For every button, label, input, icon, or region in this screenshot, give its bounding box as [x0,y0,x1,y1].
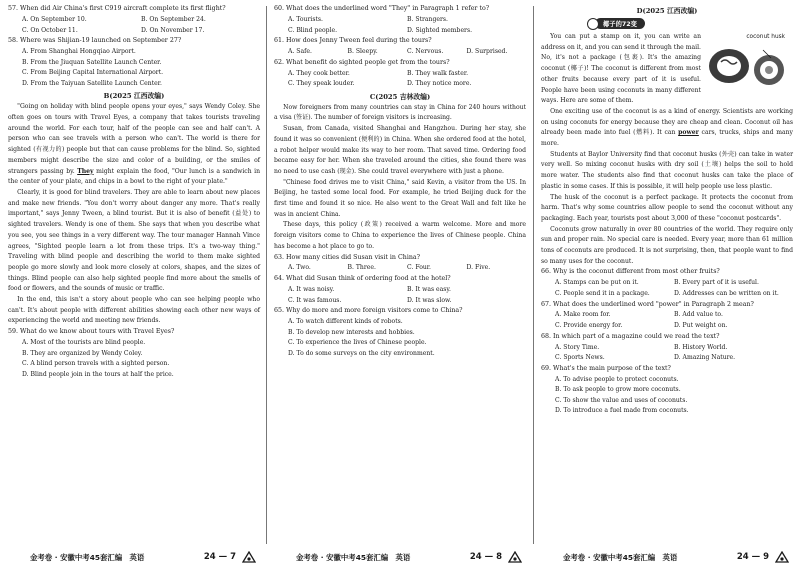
question-57: 57. When did Air China's first C919 aircraft complete its first flight? [8,5,226,12]
page-footer [8,550,260,564]
column-3 [541,4,793,566]
question-69: 69. What's the main purpose of the text? [541,364,671,372]
passage-d-para-1: You can put a stamp on it, you can write an address on it, and you can send it through the mail. No, it's not a package (包裹). It's the amazing coconut (椰子)! The coconut is different from most other fruits because every part of it is useful. People have been using coconuts in many different ways. Here are some of them. [541,33,701,105]
coconut-illustration [705,32,793,90]
option-62b: B. They walk faster. [407,69,469,77]
column-divider [533,6,534,544]
passage-c-para-2: Susan, from Canada, visited Shanghai and Hangzhou. During her stay, she found it was so convenient (便利的) in China. When she ordered food at the hotel, a robot helper would make its way to her room. That saved time. Ordering food became easy for her. When she traveled around the cities, she found there was no need to use cash (现金). She could travel everywhere with just a phone. [274,125,526,175]
option-66a: A. Stamps can be put on it. [555,279,639,287]
option-57b: B. On September 24. [141,15,206,23]
option-66d: D. Addresses can be written on it. [674,289,779,297]
passage-b-para-2: Clearly, it is good for blind travelers. They are able to learn about new places and make new friends. "You don't worry about danger any more. That's really important," says Jenny Tween, a blind tourist. But it is also of benefit (益处) to sighted travelers. Wendy is one of them. She says that when you describe what you see, you see things in a very different way. The tour manager Hannah Vince agrees, "Sighted people learn a lot from these trips. It's a two-way thing." Traveling with blind people and describing the world to them make sighted people go more slowly and look more closely at colors, shapes, and the sizes of things. Blind people can also help sighted people find more about the smells of food or flowers, and the sounds of music or traffic. [8,189,260,293]
banner-dot-icon [587,18,599,30]
option-61d: D. Surprised. [466,48,508,55]
passage-c-para-4: These days, this policy (政策) received a warm welcome. More and more foreign visitors come to China to experience the lives of Chinese people. China has become a hot place to go to. [274,221,526,250]
option-66c: C. People send it in a package. [555,289,650,297]
option-68b: B. History World. [674,343,728,351]
para-text: cars, trucks, ships and many more. [541,129,794,148]
option-67d: D. Put weight on. [674,322,728,330]
option-64c: C. It was famous. [288,296,342,304]
options-63 [274,263,526,274]
underlined-they: They [77,167,94,175]
page-footer [274,550,526,564]
question-62: 62. What benefit do sighted people get from the tours? [274,58,450,66]
underlined-power: power [678,129,699,137]
coconut-figure [705,32,793,90]
option-68a: A. Story Time. [555,343,600,351]
option-66b: B. Every part of it is useful. [674,279,759,287]
passage-b-heading: B(2025 江西改编) [103,92,165,101]
passage-c-para-3: "Chinese food drives me to visit China," said Kevin, a visitor from the US. In Beijing, he tasted some local food. For example, he tried Beijing duck for the first time and found it so nice. He also went to the Great Wall and felt like he was in ancient China. [274,178,526,218]
options-62 [274,69,526,90]
para-text: One exciting use of the coconut is as a kind of energy. Scientists are working on using coconuts for energy because they are cheap and clean. Coconut oil has already been made into fuel (燃料). It can [541,107,793,137]
page-footer [541,550,793,564]
column-1 [8,4,260,566]
option-64d: D. It was slow. [407,296,452,304]
title-banner [587,17,793,30]
passage-d-para-3: Students at Baylor University find that coconut husks (外壳) can take in water very well. So mixing coconut husks with dry soil (土壤) helps the soil to hold more water. The students also find that coconut husks can take the place of plastic in some cases. If this is possible, it will help people use less plastic. [541,150,793,190]
option-62c: C. They speak louder. [288,80,355,88]
option-59c: C. A blind person travels with a sighted person. [22,360,170,368]
option-58d: D. From the Taiyuan Satellite Launch Center. [22,79,162,87]
option-59a: A. Most of the tourists are blind people. [22,339,146,347]
option-58c: C. From Beijing Capital International Airport. [22,69,164,77]
option-67b: B. Add value to. [674,311,723,319]
passage-d-heading: D(2025 江西改编) [636,7,698,15]
option-63d: D. Five. [466,264,491,272]
question-68: 68. In which part of a magazine could we read the text? [541,332,720,340]
option-62d: D. They notice more. [407,80,472,88]
question-67: 67. What does the underlined word "power" in Paragraph 2 mean? [541,300,754,308]
passage-c-para-1: Now foreigners from many countries can stay in China for 240 hours without a visa (签证). The number of foreign visitors is increasing. [274,103,526,122]
option-67a: A. Make room for. [555,311,611,319]
para-text: might explain the food, "Our lunch is a sandwich in the center of your plate, and chips in a bowl to the right of your plate." [8,167,261,186]
question-65: 65. Why do more and more foreign visitors come to China? [274,307,463,315]
option-59b: B. They are organized by Wendy Coley. [22,349,143,357]
footer-title: 金考卷 · 安徽中考45套汇编 英语 [563,552,678,562]
passage-d-para-4: The husk of the coconut is a perfect package. It protects the coconut from harm. That's why some countries allow people to send the coconut without any packaging. Each year, tourists post about 3,000 of these "coconut postcards". [541,193,793,222]
passage-d-para-2 [541,107,793,150]
option-57a: A. On September 10. [22,15,87,23]
options-61 [274,47,526,58]
option-61c: C. Nervous. [407,48,444,55]
options-68 [541,343,793,364]
option-57d: D. On November 17. [141,26,205,34]
option-60c: C. Blind people. [288,26,338,34]
page-number: 24 — 7 [203,552,236,562]
option-58a: A. From Shanghai Hongqiao Airport. [22,48,136,55]
option-58b: B. From the Jiuquan Satellite Launch Center. [22,58,162,66]
passage-c-heading: C(2025 吉林改编) [369,92,431,101]
option-63a: A. Two. [288,264,311,272]
banner-title: 椰子的72变 [595,18,645,29]
question-59: 59. What do we know about tours with Travel Eyes? [8,328,175,336]
option-65c: C. To experience the lives of Chinese people. [288,339,427,347]
footer-title: 金考卷 · 安徽中考45套汇编 英语 [30,552,145,562]
passage-b-para-3: In the end, this isn't a story about people who can see helping people who can't. It's about people with different abilities showing each other new ways of experiencing the world and meeting new friends. [8,296,260,325]
option-69a: A. To advise people to protect coconuts. [555,375,679,383]
options-67 [541,310,793,331]
option-62a: A. They cook better. [288,69,350,77]
option-61b: B. Sleepy. [347,48,378,55]
publisher-logo-icon [508,551,522,563]
page-number: 24 — 8 [469,552,502,562]
options-57 [8,15,260,36]
question-66: 66. Why is the coconut different from most other fruits? [541,268,720,276]
question-60: 60. What does the underlined word "They" in Paragraph 1 refer to? [274,5,490,12]
option-69b: B. To ask people to grow more coconuts. [555,386,681,394]
question-61: 61. How does Jenny Tween feel during the tours? [274,37,432,45]
option-68d: D. Amazing Nature. [674,354,736,362]
question-64: 64. What did Susan think of ordering food at the hotel? [274,275,451,283]
question-58: 58. Where was Shijian-19 launched on September 27? [8,37,182,45]
option-59d: D. Blind people join in the tours at half the price. [22,370,174,378]
option-68c: C. Sports News. [555,354,605,362]
option-69c: C. To show the value and uses of coconuts. [555,396,688,404]
option-60b: B. Strangers. [407,15,448,23]
option-65a: A. To watch different kinds of robots. [288,318,403,326]
option-63b: B. Three. [347,264,376,272]
option-61a: A. Safe. [288,48,312,55]
option-64b: B. It was easy. [407,285,451,293]
option-69d: D. To introduce a fuel made from coconuts. [555,407,689,415]
publisher-logo-icon [242,551,256,563]
para-text: "Going on holiday with blind people opens your eyes," says Wendy Coley. She often goes on tours with Travel Eyes, a company that takes tourists traveling around the world. For each tour, half of the people can see and half can't. A person who can see travels with a person who can't. The world is there for sighted (有视力的) people but that can cause problems for the blind. So, sighted members might describe the size and color of a building, or the smiles of strangers passing by. [8,103,260,175]
passage-b-para-1 [8,102,260,188]
passage-d-para-5: Coconuts grow naturally in over 80 countries of the world. They require only sun and proper rain. No special care is needed. Every year, more than 61 million tons of coconuts are produced. It is not surprising, then, that people want to find so many uses for the coconut. [541,225,793,265]
option-64a: A. It was noisy. [288,285,335,293]
question-63: 63. How many cities did Susan visit in China? [274,253,421,261]
column-2 [274,4,526,566]
option-65b: B. To develop new interests and hobbies. [288,328,415,336]
footer-title: 金考卷 · 安徽中考45套汇编 英语 [296,552,411,562]
option-67c: C. Provide energy for. [555,322,623,330]
options-64 [274,285,526,306]
publisher-logo-icon [775,551,789,563]
option-57c: C. On October 11. [22,26,78,34]
options-66 [541,278,793,299]
option-60d: D. Sighted members. [407,26,473,34]
option-65d: D. To do some surveys on the city environment. [288,349,435,357]
figure-label: coconut husk [746,34,785,40]
option-60a: A. Tourists. [288,15,323,23]
column-divider [266,6,267,544]
options-60 [274,15,526,36]
page-number: 24 — 9 [736,552,769,562]
option-63c: C. Four. [407,264,431,272]
